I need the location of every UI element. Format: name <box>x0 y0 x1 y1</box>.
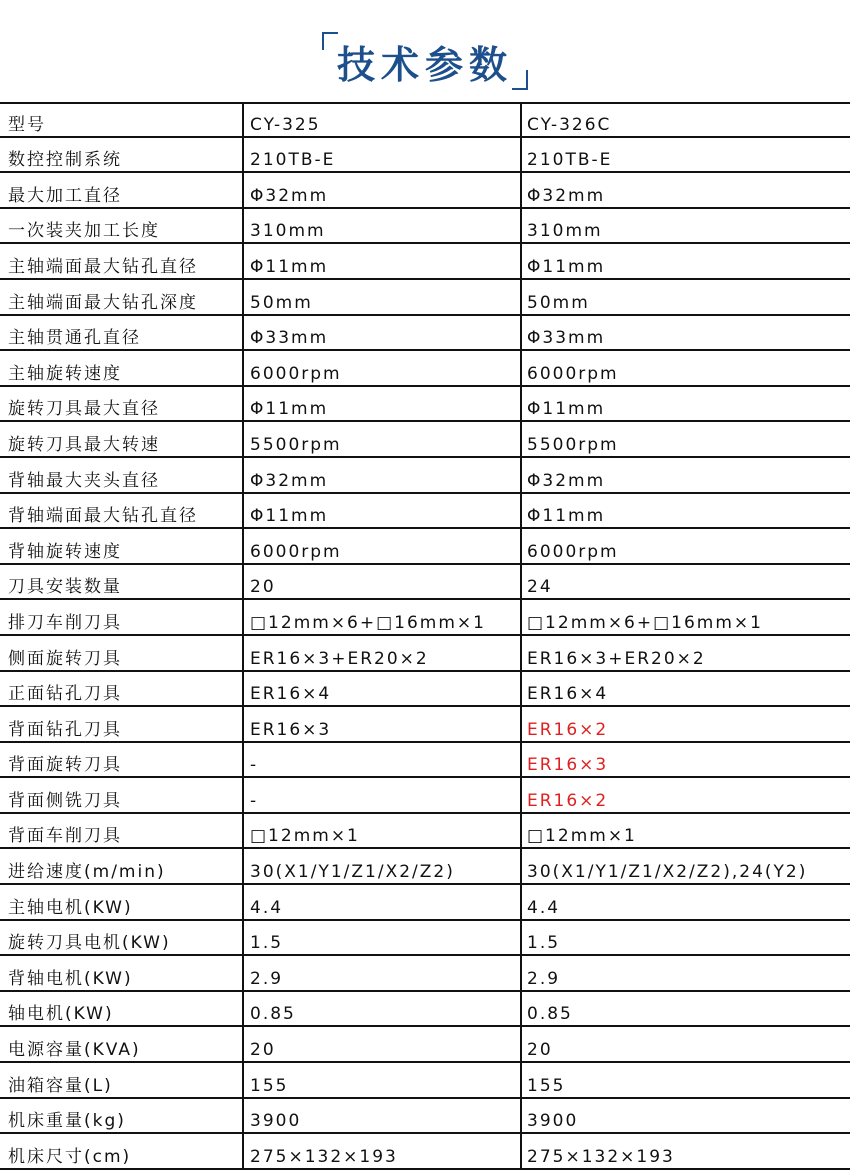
value-cy-326c: ER16×2 <box>527 790 609 811</box>
value-cy-326c: 1.5 <box>527 933 561 954</box>
spec-label: 排刀车削刀具 <box>8 612 122 633</box>
value-cy-325: 2.9 <box>250 968 284 989</box>
value-cy-326c: Φ11mm <box>527 399 606 420</box>
table-row <box>0 173 850 209</box>
value-cy-326c: Φ33mm <box>527 328 606 349</box>
value-cy-325: 275×132×193 <box>250 1146 398 1167</box>
table-row <box>0 672 850 708</box>
page-title: 技术参数 <box>336 43 513 87</box>
value-cy-325: Φ32mm <box>250 185 329 206</box>
value-cy-326c: 3900 <box>527 1111 579 1132</box>
table-row <box>0 387 850 423</box>
value-cy-325: 20 <box>250 577 276 598</box>
spec-label: 背轴旋转速度 <box>8 541 122 562</box>
value-cy-325: CY-325 <box>250 114 321 135</box>
spec-label: 背轴端面最大钻孔直径 <box>8 506 198 527</box>
table-row <box>0 992 850 1028</box>
spec-label: 旋转刀具电机(KW) <box>8 933 171 954</box>
spec-label: 型号 <box>8 114 46 135</box>
value-cy-325: 310mm <box>250 221 326 242</box>
value-cy-325: Φ32mm <box>250 470 329 491</box>
spec-table <box>0 102 850 1170</box>
value-cy-325: 6000rpm <box>250 541 342 562</box>
table-row <box>0 138 850 174</box>
value-cy-326c: Φ11mm <box>527 256 606 277</box>
spec-label: 电源容量(KVA) <box>8 1040 141 1061</box>
spec-label: 背轴最大夹头直径 <box>8 470 160 491</box>
table-row <box>0 849 850 885</box>
spec-label: 旋转刀具最大直径 <box>8 399 160 420</box>
value-cy-325: □12mm×1 <box>250 826 360 847</box>
table-row <box>0 778 850 814</box>
value-cy-326c: 50mm <box>527 292 590 313</box>
spec-label: 背面钻孔刀具 <box>8 719 122 740</box>
value-cy-326c: ER16×3+ER20×2 <box>527 648 706 669</box>
table-row <box>0 1063 850 1099</box>
value-cy-326c: ER16×4 <box>527 684 609 705</box>
value-cy-326c: Φ11mm <box>527 506 606 527</box>
value-cy-325: 155 <box>250 1075 289 1096</box>
value-cy-325: 3900 <box>250 1111 302 1132</box>
spec-label: 侧面旋转刀具 <box>8 648 122 669</box>
value-cy-326c: 310mm <box>527 221 603 242</box>
spec-label: 机床重量(kg) <box>8 1111 126 1132</box>
value-cy-326c: 155 <box>527 1075 566 1096</box>
table-row <box>0 316 850 352</box>
spec-label: 背轴电机(KW) <box>8 968 133 989</box>
value-cy-325: 5500rpm <box>250 434 342 455</box>
value-cy-325: 210TB-E <box>250 150 336 171</box>
spec-label: 主轴电机(KW) <box>8 897 133 918</box>
table-row <box>0 244 850 280</box>
table-row <box>0 956 850 992</box>
value-cy-326c: □12mm×1 <box>527 826 637 847</box>
table-row <box>0 636 850 672</box>
value-cy-325: □12mm×6+□16mm×1 <box>250 612 486 633</box>
title-bracket-bottom-right <box>512 70 528 90</box>
table-row <box>0 209 850 245</box>
table-row <box>0 280 850 316</box>
table-row <box>0 885 850 921</box>
spec-label: 主轴端面最大钻孔直径 <box>8 256 198 277</box>
table-row <box>0 351 850 387</box>
table-row <box>0 1099 850 1135</box>
spec-label: 背面旋转刀具 <box>8 755 122 776</box>
spec-label: 最大加工直径 <box>8 185 122 206</box>
title-block <box>0 28 850 92</box>
table-row <box>0 565 850 601</box>
value-cy-325: 0.85 <box>250 1004 296 1025</box>
value-cy-325: - <box>250 790 259 811</box>
value-cy-326c: 5500rpm <box>527 434 619 455</box>
table-row <box>0 422 850 458</box>
spec-label: 进给速度(m/min) <box>8 862 166 883</box>
value-cy-325: ER16×3 <box>250 719 332 740</box>
spec-label: 主轴贯通孔直径 <box>8 328 141 349</box>
table-row <box>0 1134 850 1170</box>
spec-label: 主轴旋转速度 <box>8 363 122 384</box>
value-cy-326c: 6000rpm <box>527 363 619 384</box>
spec-label: 背面侧铣刀具 <box>8 790 122 811</box>
table-row <box>0 529 850 565</box>
table-row <box>0 600 850 636</box>
table-row <box>0 743 850 779</box>
table-row <box>0 707 850 743</box>
value-cy-325: 1.5 <box>250 933 284 954</box>
value-cy-326c: 24 <box>527 577 553 598</box>
value-cy-325: 6000rpm <box>250 363 342 384</box>
table-row <box>0 102 850 138</box>
value-cy-326c: 30(X1/Y1/Z1/X2/Z2),24(Y2) <box>527 862 808 883</box>
value-cy-325: Φ11mm <box>250 256 329 277</box>
value-cy-325: Φ11mm <box>250 399 329 420</box>
value-cy-325: ER16×4 <box>250 684 332 705</box>
value-cy-326c: 0.85 <box>527 1004 573 1025</box>
spec-label: 刀具安装数量 <box>8 577 122 598</box>
value-cy-326c: CY-326C <box>527 114 612 135</box>
value-cy-325: 50mm <box>250 292 313 313</box>
value-cy-325: Φ11mm <box>250 506 329 527</box>
value-cy-326c: 210TB-E <box>527 150 613 171</box>
value-cy-326c: Φ32mm <box>527 185 606 206</box>
spec-label: 机床尺寸(cm) <box>8 1146 132 1167</box>
value-cy-326c: 6000rpm <box>527 541 619 562</box>
spec-label: 主轴端面最大钻孔深度 <box>8 292 198 313</box>
value-cy-326c: 20 <box>527 1040 553 1061</box>
value-cy-325: - <box>250 755 259 776</box>
spec-label: 正面钻孔刀具 <box>8 684 122 705</box>
value-cy-326c: ER16×3 <box>527 755 609 776</box>
table-row <box>0 814 850 850</box>
value-cy-326c: ER16×2 <box>527 719 609 740</box>
value-cy-326c: □12mm×6+□16mm×1 <box>527 612 763 633</box>
value-cy-326c: 2.9 <box>527 968 561 989</box>
value-cy-326c: 275×132×193 <box>527 1146 675 1167</box>
table-row <box>0 921 850 957</box>
spec-label: 油箱容量(L) <box>8 1075 113 1096</box>
value-cy-325: 20 <box>250 1040 276 1061</box>
table-row <box>0 458 850 494</box>
value-cy-325: ER16×3+ER20×2 <box>250 648 429 669</box>
spec-label: 一次装夹加工长度 <box>8 221 160 242</box>
table-row <box>0 1027 850 1063</box>
spec-label: 轴电机(KW) <box>8 1004 114 1025</box>
spec-label: 旋转刀具最大转速 <box>8 434 160 455</box>
value-cy-325: 30(X1/Y1/Z1/X2/Z2) <box>250 862 455 883</box>
spec-label: 数控控制系统 <box>8 150 122 171</box>
table-row <box>0 494 850 530</box>
spec-label: 背面车削刀具 <box>8 826 122 847</box>
value-cy-325: 4.4 <box>250 897 284 918</box>
value-cy-325: Φ33mm <box>250 328 329 349</box>
value-cy-326c: 4.4 <box>527 897 561 918</box>
value-cy-326c: Φ32mm <box>527 470 606 491</box>
